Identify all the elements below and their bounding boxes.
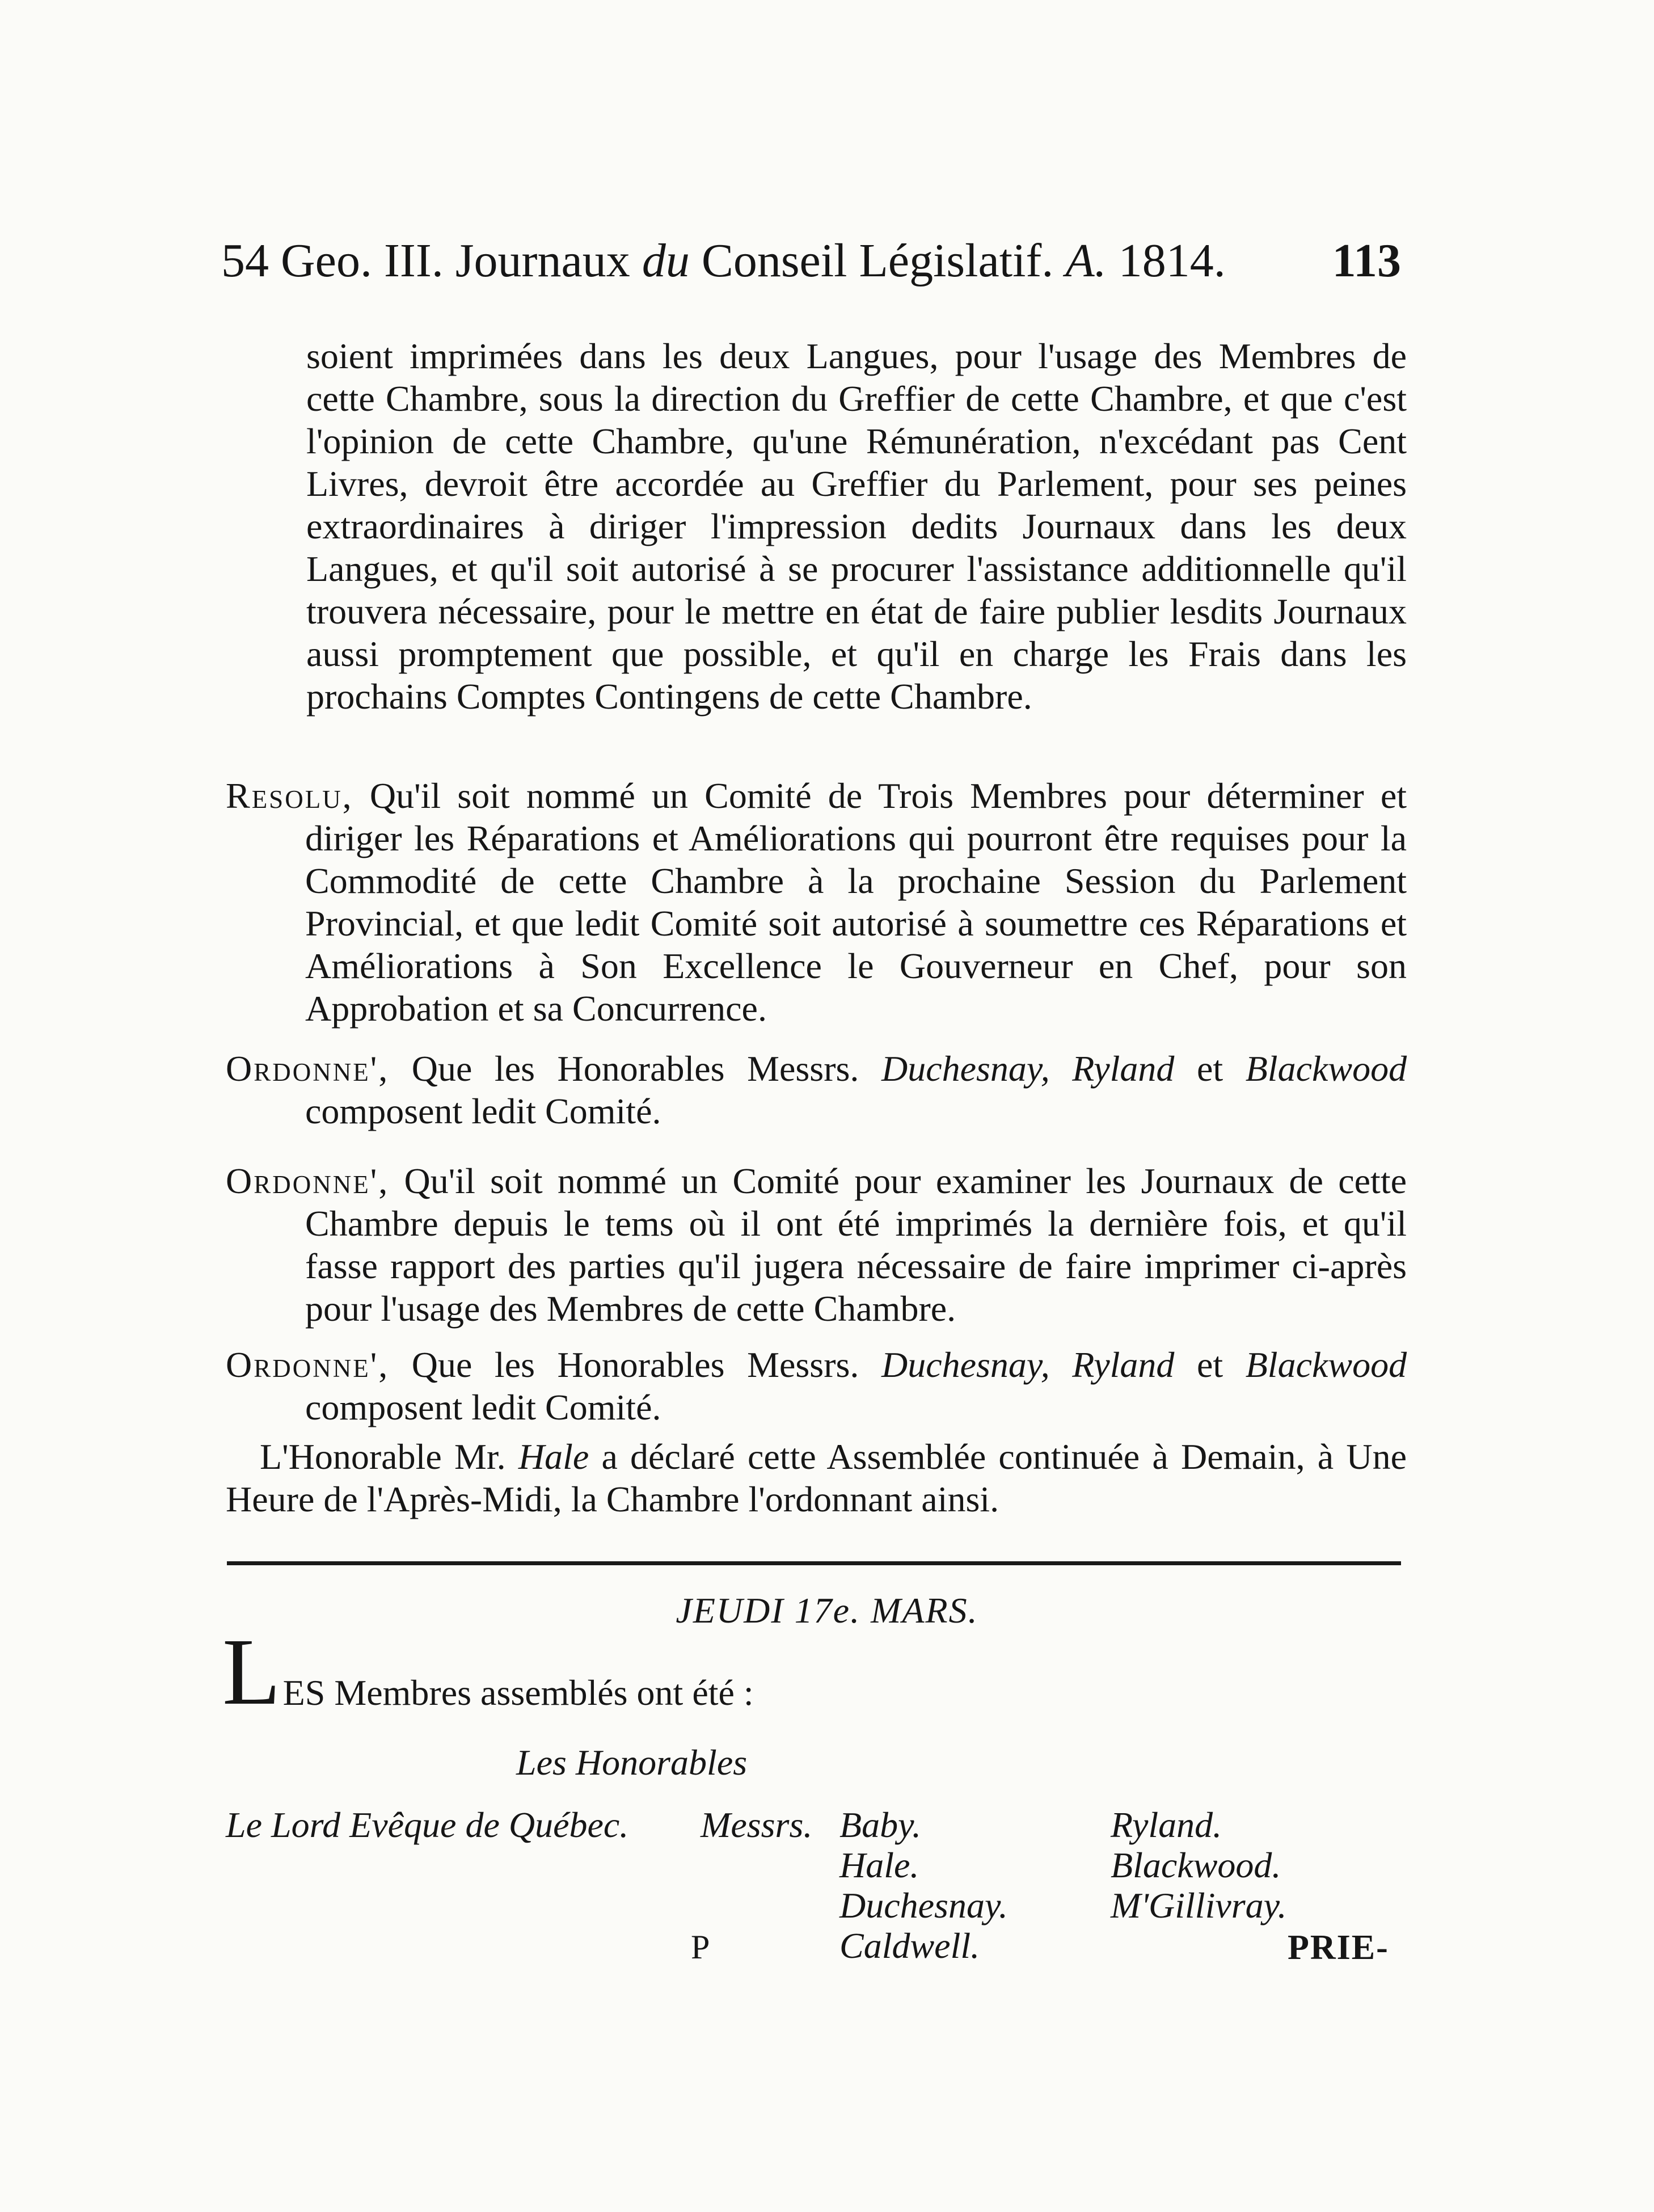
section-divider	[227, 1561, 1401, 1565]
ordonne-paragraph-1	[226, 1047, 1407, 1132]
opening-text: ES Membres assemblés ont été :	[282, 1672, 754, 1713]
resolu-lead: Resolu,	[226, 776, 353, 816]
running-header	[221, 234, 1401, 287]
ordonne-paragraph-3	[226, 1343, 1407, 1429]
header-year: 1814.	[1118, 234, 1226, 287]
conjunction: et	[1196, 1048, 1223, 1089]
member-name: Hale	[518, 1436, 589, 1477]
honorables-heading: Les Honorables	[516, 1742, 748, 1783]
ordonne-lead: Ordonne',	[226, 1161, 390, 1201]
page-number: 113	[1332, 234, 1401, 287]
conjunction: et	[1196, 1345, 1223, 1385]
member-name: Ryland.	[1111, 1805, 1222, 1845]
closing-paragraph	[226, 1435, 1407, 1520]
header-du: du	[642, 234, 690, 287]
header-title: Conseil Législatif.	[701, 234, 1054, 287]
ordonne-lead: Ordonne',	[226, 1345, 390, 1385]
member-name: Caldwell.	[839, 1926, 980, 1966]
member-names: Duchesnay, Ryland	[881, 1048, 1175, 1089]
member-name: Blackwood.	[1111, 1845, 1281, 1885]
member-name: Baby.	[839, 1805, 921, 1845]
ordonne-text-end: composent ledit Comité.	[305, 1387, 661, 1427]
closing-text-end: a déclaré cette Assemblée continuée à Demain, à Une Heure de l'Après-Midi, la Chambre l'ordonnant ainsi.	[226, 1436, 1407, 1519]
ordonne-text: Que les Honorables Messrs.	[411, 1048, 859, 1089]
catchword: PRIE-	[1288, 1928, 1389, 1967]
ordonne-text: Qu'il soit nommé un Comité pour examiner les Journaux de cette Chambre depuis le tems où il ont été imprimés la dernière fois, et qu'il fasse rapport des parties qu'il jugera nécessaire de faire imprimer ci-après pour l'usage des Membres de cette Chambre.	[305, 1161, 1407, 1329]
member-name: Blackwood	[1245, 1048, 1407, 1089]
ordonne-text: Que les Honorables Messrs.	[411, 1345, 859, 1385]
continuation-paragraph: soient imprimées dans les deux Langues, pour l'usage des Membres de cette Chambre, sous la direction du Greffier de cette Chambre, et que c'est l'opinion de cette Chambre, qu'une Rémunération, n'excédant pas Cent Livres, devroit être accordée au Greffier du Parlement, pour ses peines extraordinaires à diriger l'impression dedits Journaux dans les deux Langues, et qu'il soit autorisé à se procurer l'assistance additionnelle qu'il trouvera nécessaire, pour le mettre en état de faire publier lesdits Journaux aussi promptement que possible, et qu'il en charge les Frais dans les prochains Comptes Contingens de cette Chambre.	[306, 336, 1407, 717]
resolu-paragraph	[226, 774, 1407, 1030]
resolu-text: Qu'il soit nommé un Comité de Trois Membres pour déterminer et diriger les Réparations et Améliorations qui pourront être requises pour la Commodité de cette Chambre à la prochaine Session du Parlement Provincial, et que ledit Comité soit autorisé à soumettre ces Réparations et Améliorations à Son Excellence le Gouverneur en Chef, pour son Approbation et sa Concurrence.	[305, 776, 1407, 1029]
member-names: Duchesnay, Ryland	[881, 1345, 1175, 1385]
ordonne-text-end: composent ledit Comité.	[305, 1091, 661, 1131]
header-a: A.	[1065, 234, 1107, 287]
closing-text: L'Honorable Mr.	[260, 1436, 506, 1477]
messrs-label: Messrs.	[701, 1805, 813, 1845]
opening-line	[222, 1619, 754, 1725]
member-name: Hale.	[839, 1845, 919, 1885]
ordonne-paragraph-2	[226, 1160, 1407, 1330]
member-bishop: Le Lord Evêque de Québec.	[226, 1805, 629, 1845]
member-name: M'Gillivray.	[1111, 1885, 1287, 1926]
date-heading: JEUDI 17e. MARS.	[676, 1590, 978, 1630]
member-name: Blackwood	[1245, 1345, 1407, 1385]
drop-cap: L	[222, 1619, 281, 1725]
signature-mark: P	[691, 1928, 710, 1966]
member-name: Duchesnay.	[839, 1885, 1008, 1926]
header-left: 54 Geo. III. Journaux	[221, 234, 630, 287]
ordonne-lead: Ordonne',	[226, 1048, 390, 1089]
